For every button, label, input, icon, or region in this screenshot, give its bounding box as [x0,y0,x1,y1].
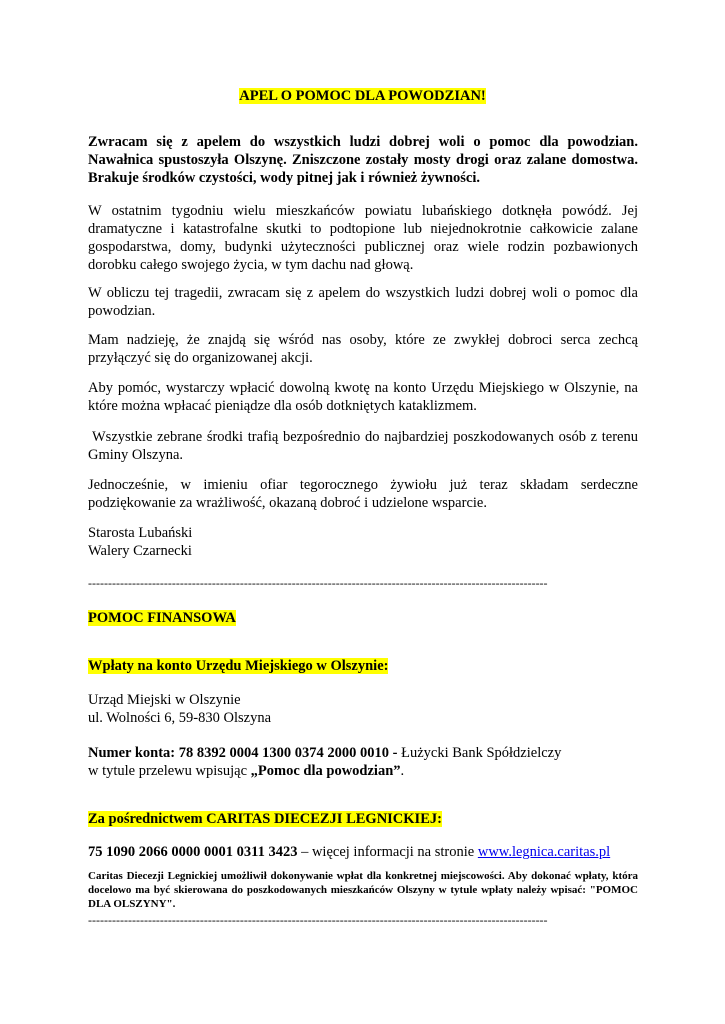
transfer-title-suffix: . [400,763,405,779]
caritas-website-link[interactable]: www.legnica.caritas.pl [477,844,611,860]
caritas-account-number: 75 1090 2066 0000 0001 0311 3423 [88,844,298,860]
caritas-heading-text: Za pośrednictwem CARITAS DIECEZJI LEGNICKIEJ: [88,811,442,827]
paragraph-2: W obliczu tej tragedii, zwracam się z apelem do wszystkich ludzi dobrej woli o pomoc dla powodzian. [88,285,638,319]
urzad-bank-name: Łużycki Bank Spółdzielczy [397,745,562,761]
divider-bottom: ------------------------------------------------------------------------------------------------------------------- [88,913,548,927]
document-title [0,87,725,105]
urzad-name: Urząd Miejski w Olszynie [88,692,241,708]
paragraph-1: W ostatnim tygodniu wielu mieszkańców powiatu lubańskiego dotknęła powódź. Jej dramatyczne i katastrofalne skutki to podtopione lub niejednokrotnie całkowicie zalane gospodarstwa, domy, budynki użyteczności publicznej oraz wiele rodzin pozbawionych dorobku całego swojego życia, w tym dachu nad głową. [88,203,638,273]
signature-title: Starosta Lubański [88,525,193,541]
title-text: APEL O POMOC DLA POWODZIAN! [239,88,486,104]
section-financial-text: POMOC FINANSOWA [88,610,236,626]
transfer-title-prefix: w tytule przelewu wpisując [88,763,251,779]
caritas-account-line [88,843,638,861]
paragraph-3: Mam nadzieję, że znajdą się wśród nas osoby, które ze zwykłej dobroci serca zechcą przyłączyć się do organizowanej akcji. [88,332,638,366]
signature-name: Walery Czarnecki [88,543,192,559]
paragraph-4: Aby pomóc, wystarczy wpłacić dowolną kwotę na konto Urzędu Miejskiego w Olszynie, na które można wpłacać pieniądze dla osób dotkniętych kataklizmem. [88,380,638,414]
signature [88,524,638,560]
urzad-account-number: Numer konta: 78 8392 0004 1300 0374 2000 0010 - [88,745,398,761]
caritas-heading [88,810,638,828]
paragraph-6: Jednocześnie, w imieniu ofiar tegorocznego żywiołu już teraz składam serdeczne podziękowanie za wrażliwość, okazaną dobroć i udzielone wsparcie. [88,477,638,511]
paragraph-5: Wszystkie zebrane środki trafią bezpośrednio do najbardziej poszkodowanych osób z terenu Gminy Olszyna. [88,429,638,463]
urzad-account-block [88,744,638,780]
urzad-heading [88,657,638,675]
urzad-address: ul. Wolności 6, 59-830 Olszyna [88,710,272,726]
transfer-title-value: „Pomoc dla powodzian” [250,763,401,779]
intro-paragraph: Zwracam się z apelem do wszystkich ludzi dobrej woli o pomoc dla powodzian. Nawałnica spustoszyła Olszynę. Zniszczone zostały mosty drogi oraz zalane domostwa. Brakuje środków czystości, wody pitnej jak i również żywności. [88,134,638,186]
urzad-heading-text: Wpłaty na konto Urzędu Miejskiego w Olszynie: [88,658,389,674]
section-financial-heading [88,609,638,627]
caritas-note: Caritas Diecezji Legnickiej umożliwił dokonywanie wpłat dla konkretnej miejscowości. Aby dokonać wpłaty, która docelowo ma być skierowana do poszkodowanych mieszkańców Olszyny w tytule wpłaty należy wpisać: "POMOC DLA OLSZYNY". [88,870,638,910]
divider-top: ------------------------------------------------------------------------------------------------------------------- [88,576,548,590]
caritas-info-text: – więcej informacji na stronie [297,844,478,860]
urzad-address-block [88,691,638,727]
